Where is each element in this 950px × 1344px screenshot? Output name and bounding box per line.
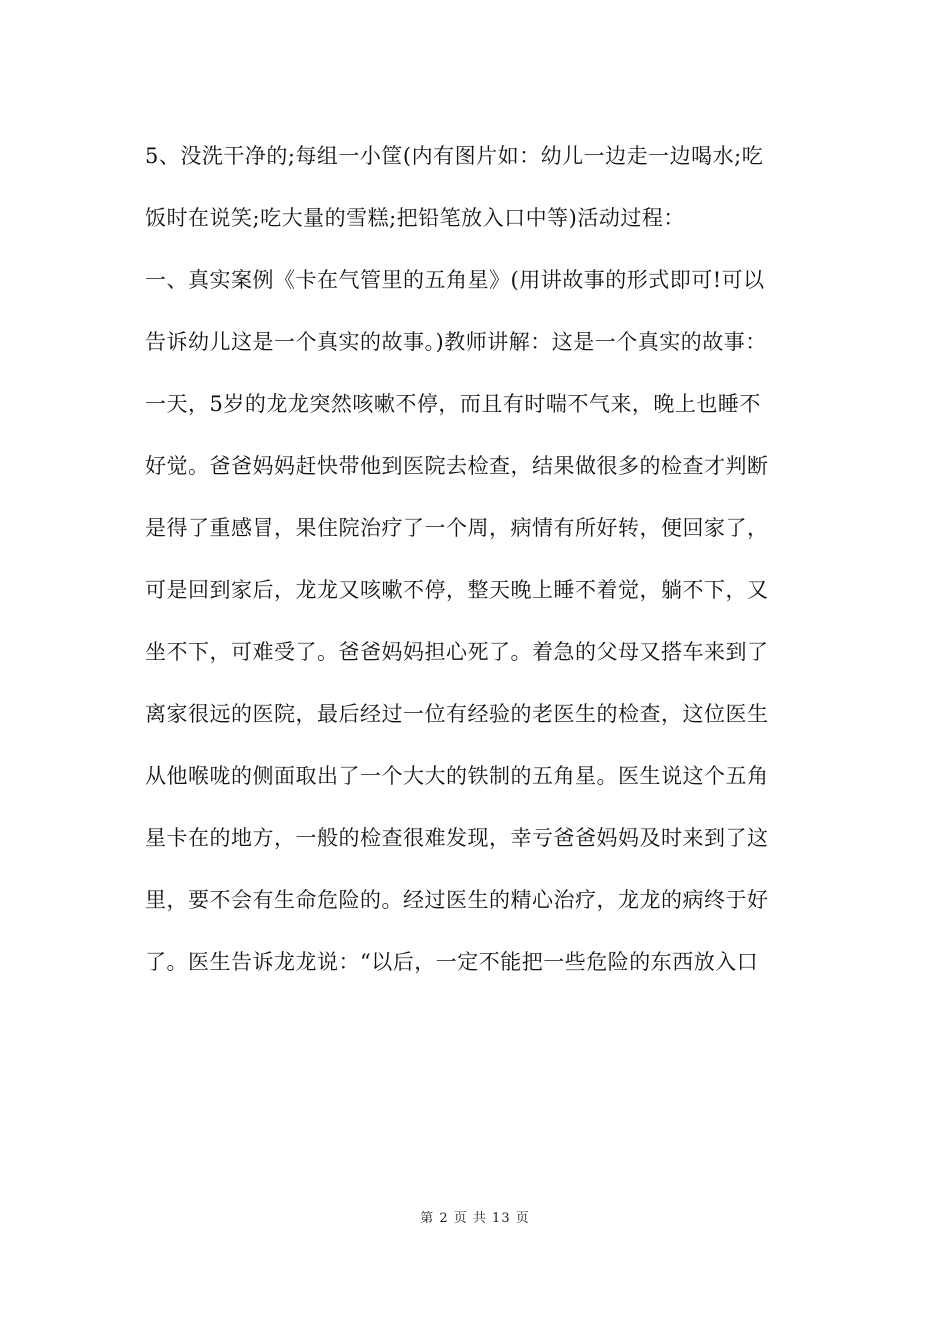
text-line: 里，要不会有生命危险的。经过医生的精心治疗，龙龙的病终于好 [145, 888, 769, 912]
text-line: 好觉。爸爸妈妈赶快带他到医院去检查，结果做很多的检查才判断 [145, 454, 769, 478]
text-line: 5、没洗干净的;每组一小筐(内有图片如：幼儿一边走一边喝水;吃 [145, 144, 764, 168]
text-line: 是得了重感冒，果住院治疗了一个周，病情有所好转，便回家了， [145, 516, 769, 540]
text-line: 可是回到家后，龙龙又咳嗽不停，整天晚上睡不着觉，躺不下，又 [145, 578, 769, 602]
text-line: 了。医生告诉龙龙说：“以后，一定不能把一些危险的东西放入口 [145, 950, 759, 974]
body-text [145, 133, 815, 1001]
text-line: 离家很远的医院，最后经过一位有经验的老医生的检查，这位医生 [145, 702, 769, 726]
page-number-footer: 第 2 页 共 13 页 [420, 1211, 530, 1226]
text-line: 从他喉咙的侧面取出了一个大大的铁制的五角星。医生说这个五角 [145, 764, 769, 788]
text-line: 一天，5岁的龙龙突然咳嗽不停，而且有时喘不气来，晚上也睡不 [145, 392, 761, 416]
text-line: 一、真实案例《卡在气管里的五角星》(用讲故事的形式即可!可以 [145, 268, 765, 292]
text-line: 星卡在的地方，一般的检查很难发现，幸亏爸爸妈妈及时来到了这 [145, 826, 769, 850]
text-line: 饭时在说笑;吃大量的雪糕;把铅笔放入口中等)活动过程： [145, 206, 685, 230]
text-line: 坐不下，可难受了。爸爸妈妈担心死了。着急的父母又搭车来到了 [145, 640, 769, 664]
text-line: 告诉幼儿这是一个真实的故事。)教师讲解：这是一个真实的故事： [145, 330, 767, 354]
